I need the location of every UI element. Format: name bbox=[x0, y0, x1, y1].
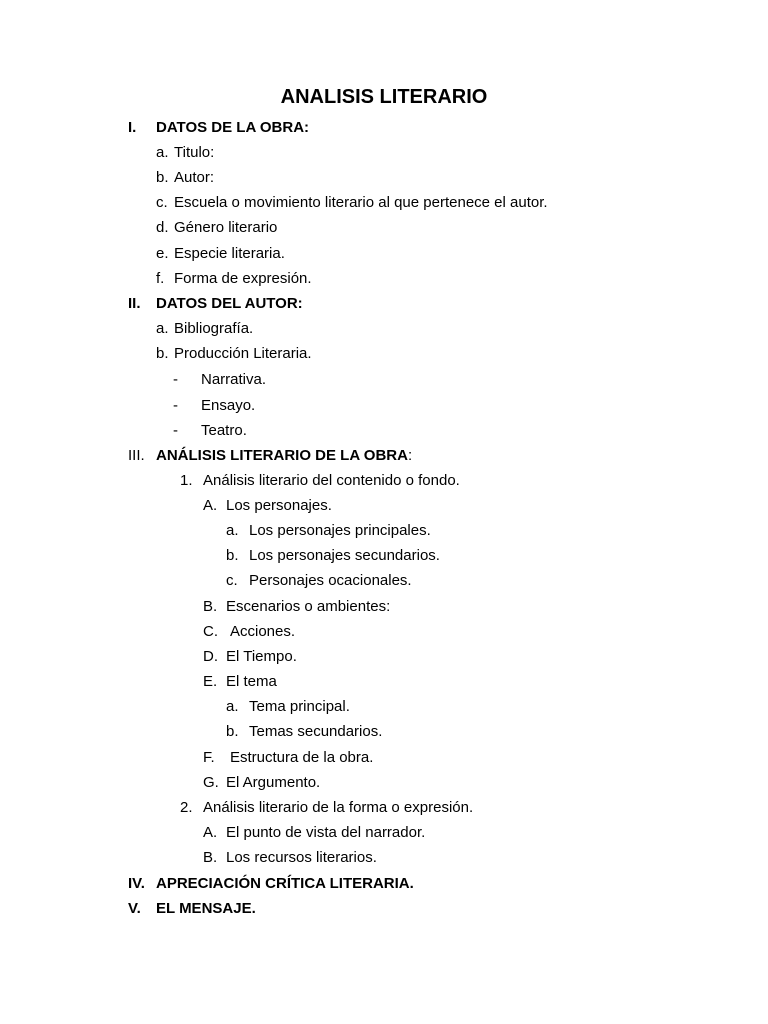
list-marker: B. bbox=[203, 598, 218, 615]
list-text: Género literario bbox=[174, 219, 278, 236]
dash-marker: - bbox=[173, 371, 178, 388]
list-marker: e. bbox=[156, 245, 169, 262]
list-marker: G. bbox=[203, 774, 219, 791]
list-text: Los personajes. bbox=[226, 497, 332, 514]
list-marker: 2. bbox=[180, 799, 193, 816]
list-text: El punto de vista del narrador. bbox=[226, 824, 426, 841]
list-marker: 1. bbox=[180, 472, 193, 489]
list-text: Los personajes secundarios. bbox=[249, 547, 440, 564]
list-text: Titulo: bbox=[174, 144, 215, 161]
list-marker: c. bbox=[156, 194, 168, 211]
section-heading-text: APRECIACIÓN CRÍTICA LITERARIA. bbox=[156, 875, 414, 892]
list-marker: E. bbox=[203, 673, 218, 690]
list-text: Los personajes principales. bbox=[249, 522, 431, 539]
list-marker: a. bbox=[156, 320, 169, 337]
list-text: Producción Literaria. bbox=[174, 345, 312, 362]
list-marker: b. bbox=[156, 345, 169, 362]
section-heading-bold: ANÁLISIS LITERARIO DE LA OBRA bbox=[156, 447, 408, 464]
list-marker: a. bbox=[226, 698, 239, 715]
list-marker: c. bbox=[226, 572, 238, 589]
list-marker: a. bbox=[226, 522, 239, 539]
section-numeral: IV. bbox=[128, 875, 145, 892]
list-text: Tema principal. bbox=[249, 698, 350, 715]
list-text: Análisis literario del contenido o fondo. bbox=[203, 472, 460, 489]
list-text: El Argumento. bbox=[226, 774, 321, 791]
section-heading-text: DATOS DEL AUTOR: bbox=[156, 295, 303, 312]
list-text: Narrativa. bbox=[201, 371, 267, 388]
list-text: El Tiempo. bbox=[226, 648, 297, 665]
list-text: El tema bbox=[226, 673, 277, 690]
list-marker: D. bbox=[203, 648, 218, 665]
section-heading-text: DATOS DE LA OBRA: bbox=[156, 119, 310, 136]
document-title: ANALISIS LITERARIO bbox=[280, 86, 488, 108]
section-numeral: V. bbox=[128, 900, 141, 917]
list-text: Análisis literario de la forma o expresión. bbox=[203, 799, 474, 816]
list-text: Ensayo. bbox=[201, 397, 256, 414]
section-numeral: III. bbox=[128, 447, 145, 464]
list-marker: C. bbox=[203, 623, 218, 640]
list-marker: F. bbox=[203, 749, 215, 766]
list-text: Temas secundarios. bbox=[249, 723, 383, 740]
list-text: Escuela o movimiento literario al que pertenece el autor. bbox=[174, 194, 548, 211]
dash-marker: - bbox=[173, 397, 178, 414]
list-marker: A. bbox=[203, 497, 218, 514]
list-text: Escenarios o ambientes: bbox=[226, 598, 391, 615]
list-marker: a. bbox=[156, 144, 169, 161]
list-text: Teatro. bbox=[201, 422, 247, 439]
list-marker: b. bbox=[226, 723, 239, 740]
list-marker: b. bbox=[156, 169, 169, 186]
section-heading-text bbox=[156, 447, 412, 465]
list-marker: B. bbox=[203, 849, 218, 866]
list-text: Bibliografía. bbox=[174, 320, 254, 337]
section-numeral: II. bbox=[128, 295, 141, 312]
list-text: Especie literaria. bbox=[174, 245, 285, 262]
section-heading-text: EL MENSAJE. bbox=[156, 900, 256, 917]
list-marker: d. bbox=[156, 219, 169, 236]
list-text: Acciones. bbox=[230, 623, 296, 640]
list-text: Autor: bbox=[174, 169, 215, 186]
list-marker: b. bbox=[226, 547, 239, 564]
dash-marker: - bbox=[173, 422, 178, 439]
list-text: Forma de expresión. bbox=[174, 270, 312, 287]
list-text: Estructura de la obra. bbox=[230, 749, 374, 766]
list-text: Personajes ocacionales. bbox=[249, 572, 412, 589]
section-numeral: I. bbox=[128, 119, 137, 136]
list-text: Los recursos literarios. bbox=[226, 849, 377, 866]
list-marker: A. bbox=[203, 824, 218, 841]
section-heading-suffix: : bbox=[407, 447, 413, 464]
list-marker: f. bbox=[156, 270, 165, 287]
